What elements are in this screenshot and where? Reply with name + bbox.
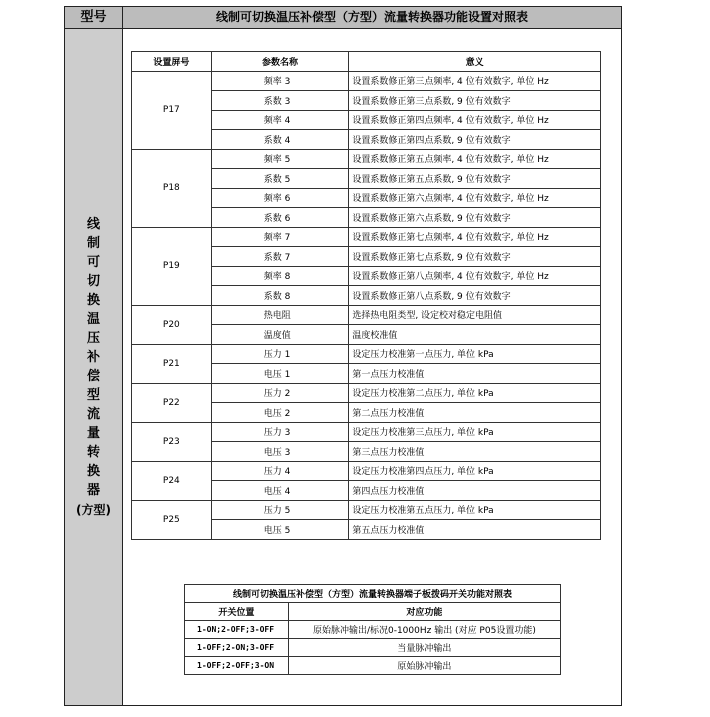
table-row xyxy=(132,422,601,442)
screen-number: P23 xyxy=(132,422,212,461)
screen-number: P18 xyxy=(132,149,212,227)
param-name: 系数 3 xyxy=(211,91,349,111)
param-name: 频率 7 xyxy=(211,227,349,247)
param-name: 频率 6 xyxy=(211,188,349,208)
param-meaning: 设置系数修正第七点系数, 9 位有效数字 xyxy=(349,247,601,267)
param-name: 电压 5 xyxy=(211,520,349,540)
param-meaning: 第四点压力校准值 xyxy=(349,481,601,501)
param-name: 压力 3 xyxy=(211,422,349,442)
param-meaning: 设置系数修正第八点频率, 4 位有效数字, 单位 Hz xyxy=(349,266,601,286)
side-char: 制 xyxy=(86,235,100,251)
switch-function: 原始脉冲输出 xyxy=(288,657,560,675)
screen-number: P19 xyxy=(132,227,212,305)
table-row xyxy=(132,383,601,403)
param-name: 频率 8 xyxy=(211,266,349,286)
param-meaning: 设置系数修正第四点系数, 9 位有效数字 xyxy=(349,130,601,150)
param-meaning: 设定压力校准第四点压力, 单位 kPa xyxy=(349,461,601,481)
param-name: 压力 5 xyxy=(211,500,349,520)
side-char: 量 xyxy=(86,425,100,441)
screen-number: P21 xyxy=(132,344,212,383)
param-meaning: 第一点压力校准值 xyxy=(349,364,601,384)
header-meaning: 意义 xyxy=(349,52,601,72)
param-meaning: 设定压力校准第一点压力, 单位 kPa xyxy=(349,344,601,364)
screen-number: P20 xyxy=(132,305,212,344)
param-name: 系数 5 xyxy=(211,169,349,189)
param-meaning: 设置系数修正第四点频率, 4 位有效数字, 单位 Hz xyxy=(349,110,601,130)
dip-switch-caption-row xyxy=(185,585,561,603)
header-function: 对应功能 xyxy=(288,603,560,621)
settings-table xyxy=(131,51,601,540)
table-row xyxy=(185,639,561,657)
side-char: 转 xyxy=(86,444,100,460)
screen-number: P25 xyxy=(132,500,212,539)
param-meaning: 设置系数修正第六点系数, 9 位有效数字 xyxy=(349,208,601,228)
param-name: 温度值 xyxy=(211,325,349,345)
param-name: 频率 4 xyxy=(211,110,349,130)
side-char: 可 xyxy=(86,254,100,270)
param-name: 压力 4 xyxy=(211,461,349,481)
side-char: 线 xyxy=(86,216,100,232)
param-name: 系数 8 xyxy=(211,286,349,306)
side-suffix: (方型) xyxy=(76,502,111,517)
product-name-column xyxy=(65,29,123,705)
param-meaning: 第五点压力校准值 xyxy=(349,520,601,540)
dip-switch-caption: 线制可切换温压补偿型（方型）流量转换器端子板拨码开关功能对照表 xyxy=(185,585,561,603)
screen-number: P24 xyxy=(132,461,212,500)
model-label: 型号 xyxy=(65,7,123,28)
table-row xyxy=(132,71,601,91)
param-meaning: 第二点压力校准值 xyxy=(349,403,601,423)
param-meaning: 设置系数修正第五点频率, 4 位有效数字, 单位 Hz xyxy=(349,149,601,169)
param-meaning: 设定压力校准第二点压力, 单位 kPa xyxy=(349,383,601,403)
param-name: 系数 6 xyxy=(211,208,349,228)
header-param: 参数名称 xyxy=(211,52,349,72)
switch-position: 1-ON;2-OFF;3-OFF xyxy=(185,621,289,639)
param-name: 电压 1 xyxy=(211,364,349,384)
switch-function: 原始脉冲输出/标况0-1000Hz 输出 (对应 P05设置功能) xyxy=(288,621,560,639)
function-settings-sheet xyxy=(64,6,622,706)
param-meaning: 设置系数修正第八点系数, 9 位有效数字 xyxy=(349,286,601,306)
settings-table-header-row xyxy=(132,52,601,72)
side-char: 补 xyxy=(86,349,100,365)
param-meaning: 第三点压力校准值 xyxy=(349,442,601,462)
table-row xyxy=(132,461,601,481)
table-row xyxy=(132,305,601,325)
header-switch-position: 开关位置 xyxy=(185,603,289,621)
switch-position: 1-OFF;2-OFF;3-ON xyxy=(185,657,289,675)
header-screen: 设置屏号 xyxy=(132,52,212,72)
param-meaning: 选择热电阻类型, 设定校对稳定电阻值 xyxy=(349,305,601,325)
param-name: 电压 4 xyxy=(211,481,349,501)
switch-position: 1-OFF;2-ON;3-OFF xyxy=(185,639,289,657)
param-meaning: 设置系数修正第五点系数, 9 位有效数字 xyxy=(349,169,601,189)
param-name: 热电阻 xyxy=(211,305,349,325)
param-meaning: 设置系数修正第三点频率, 4 位有效数字, 单位 Hz xyxy=(349,71,601,91)
param-meaning: 设定压力校准第三点压力, 单位 kPa xyxy=(349,422,601,442)
table-row xyxy=(132,344,601,364)
side-char: 切 xyxy=(86,273,100,289)
side-char: 流 xyxy=(86,406,100,422)
param-name: 频率 5 xyxy=(211,149,349,169)
param-name: 系数 7 xyxy=(211,247,349,267)
param-name: 压力 1 xyxy=(211,344,349,364)
param-name: 电压 3 xyxy=(211,442,349,462)
switch-function: 当量脉冲输出 xyxy=(288,639,560,657)
side-char: 型 xyxy=(86,387,100,403)
sheet-header xyxy=(65,7,621,29)
table-row xyxy=(185,657,561,675)
side-char: 换 xyxy=(86,292,100,308)
table-row xyxy=(132,227,601,247)
screen-number: P17 xyxy=(132,71,212,149)
screen-number: P22 xyxy=(132,383,212,422)
table-row xyxy=(185,621,561,639)
side-char: 温 xyxy=(86,311,100,327)
param-name: 频率 3 xyxy=(211,71,349,91)
side-char: 压 xyxy=(86,330,100,346)
param-name: 电压 2 xyxy=(211,403,349,423)
sheet-content xyxy=(123,29,621,705)
param-name: 压力 2 xyxy=(211,383,349,403)
sheet-title: 线制可切换温压补偿型（方型）流量转换器功能设置对照表 xyxy=(215,10,528,24)
side-char: 器 xyxy=(86,482,100,498)
table-row xyxy=(132,149,601,169)
param-meaning: 设置系数修正第三点系数, 9 位有效数字 xyxy=(349,91,601,111)
param-name: 系数 4 xyxy=(211,130,349,150)
param-meaning: 设置系数修正第七点频率, 4 位有效数字, 单位 Hz xyxy=(349,227,601,247)
param-meaning: 设置系数修正第六点频率, 4 位有效数字, 单位 Hz xyxy=(349,188,601,208)
dip-switch-table xyxy=(184,584,561,675)
dip-switch-header-row xyxy=(185,603,561,621)
side-char: 换 xyxy=(86,463,100,479)
param-meaning: 设定压力校准第五点压力, 单位 kPa xyxy=(349,500,601,520)
param-meaning: 温度校准值 xyxy=(349,325,601,345)
table-row xyxy=(132,500,601,520)
side-char: 偿 xyxy=(86,368,100,384)
